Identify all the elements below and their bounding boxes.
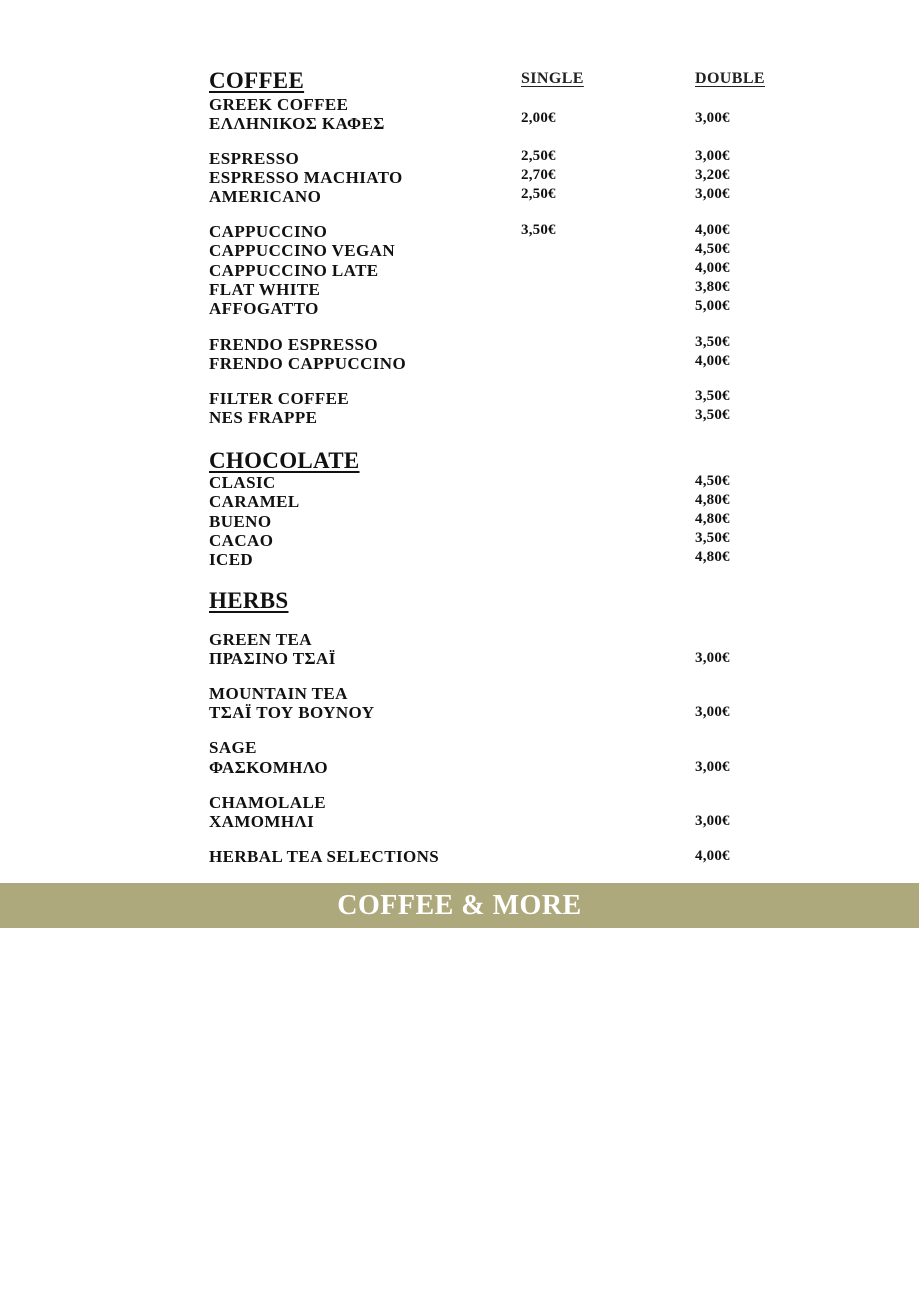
menu-item-name: BUENO	[209, 512, 272, 531]
banner-title: COFFEE & MORE	[337, 889, 582, 921]
price-double: 3,00€	[695, 186, 730, 202]
menu-item-name-greek: ΕΛΛΗΝΙΚΟΣ ΚΑΦΕΣ	[209, 114, 385, 133]
menu-item-name: AFFOGATTO	[209, 299, 319, 318]
menu-item-name: CARAMEL	[209, 492, 300, 511]
menu-item-name: FLAT WHITE	[209, 280, 321, 299]
menu-item-name: MOUNTAIN TEA	[209, 684, 348, 703]
menu-item-name-greek: ΦΑΣΚΟΜΗΛΟ	[209, 758, 329, 777]
price-single: 2,70€	[521, 167, 556, 183]
column-header-double: DOUBLE	[695, 70, 765, 87]
price-double: 3,00€	[695, 148, 730, 164]
menu-item-name: CHAMOLALE	[209, 793, 326, 812]
price-double: 3,00€	[695, 110, 730, 126]
menu-item-name: CAPPUCCINO VEGAN	[209, 241, 396, 260]
section-title-herbs: HERBS	[209, 588, 289, 613]
price-single: 2,00€	[521, 110, 556, 126]
price: 3,00€	[695, 704, 730, 720]
price: 4,50€	[695, 473, 730, 489]
section-title-chocolate: CHOCOLATE	[209, 448, 360, 473]
price-double: 4,00€	[695, 353, 730, 369]
price-double: 3,50€	[695, 407, 730, 423]
menu-item-name-greek: ΧΑΜΟΜΗΛΙ	[209, 812, 315, 831]
price: 4,80€	[695, 549, 730, 565]
price-double: 3,80€	[695, 279, 730, 295]
menu-item-name: FRENDO ESPRESSO	[209, 335, 378, 354]
price-double: 4,50€	[695, 241, 730, 257]
price: 3,00€	[695, 813, 730, 829]
price-double: 4,00€	[695, 260, 730, 276]
footer-banner	[0, 883, 919, 928]
price: 3,00€	[695, 759, 730, 775]
menu-item-name: GREEN TEA	[209, 630, 312, 649]
menu-item-name: CLASIC	[209, 473, 276, 492]
menu-item-name: SAGE	[209, 738, 257, 757]
price-single: 2,50€	[521, 148, 556, 164]
menu-item-name: CAPPUCCINO LATE	[209, 261, 379, 280]
price: 4,80€	[695, 511, 730, 527]
price-double: 3,20€	[695, 167, 730, 183]
menu-item-name: ESPRESSO	[209, 149, 300, 168]
price: 3,00€	[695, 650, 730, 666]
menu-item-name: FRENDO CAPPUCCINO	[209, 354, 407, 373]
menu-item-name: AMERICANO	[209, 187, 322, 206]
price-double: 3,50€	[695, 388, 730, 404]
menu-item-name: CAPPUCCINO	[209, 222, 328, 241]
price-double: 5,00€	[695, 298, 730, 314]
price: 4,80€	[695, 492, 730, 508]
menu-item-name: HERBAL TEA SELECTIONS	[209, 847, 440, 866]
section-title-coffee: COFFEE	[209, 68, 305, 93]
menu-item-name: FILTER COFFEE	[209, 389, 350, 408]
menu-item-name: NES FRAPPE	[209, 408, 318, 427]
menu-item-name: GREEK COFFEE	[209, 95, 349, 114]
price-double: 4,00€	[695, 222, 730, 238]
menu-item-name-greek: ΤΣΑΪ ΤΟΥ ΒΟΥΝΟΥ	[209, 703, 375, 722]
menu-item-name: ESPRESSO MACHIATO	[209, 168, 403, 187]
price: 3,50€	[695, 530, 730, 546]
menu-item-name: ICED	[209, 550, 254, 569]
column-header-single: SINGLE	[521, 70, 584, 87]
menu-item-name-greek: ΠΡΑΣΙΝΟ ΤΣΑΪ	[209, 649, 336, 668]
price-single: 2,50€	[521, 186, 556, 202]
menu-item-name: CACAO	[209, 531, 274, 550]
price-single: 3,50€	[521, 222, 556, 238]
price-double: 3,50€	[695, 334, 730, 350]
price: 4,00€	[695, 848, 730, 864]
